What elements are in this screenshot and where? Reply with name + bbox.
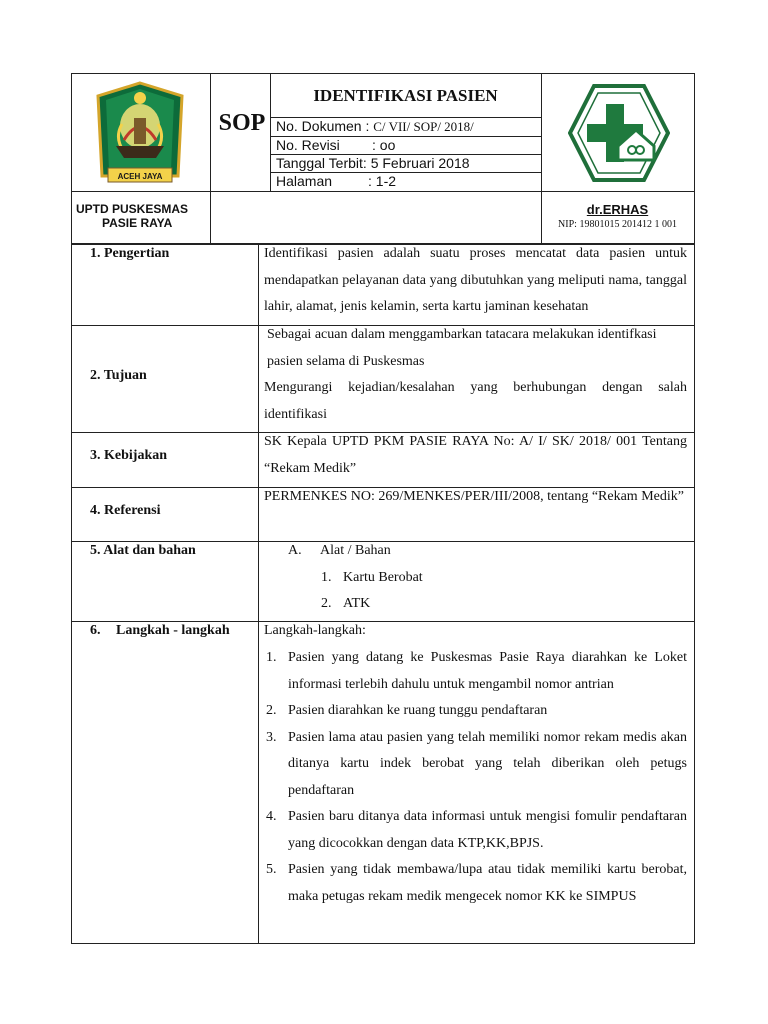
steps-list xyxy=(264,645,687,910)
langkah-intro: Langkah-langkah: xyxy=(264,623,366,638)
alat-heading xyxy=(288,538,391,565)
step-item xyxy=(264,804,687,857)
step-number: 3. xyxy=(266,729,277,745)
section-label-langkah xyxy=(90,623,230,639)
logo-text: ACEH JAYA xyxy=(117,172,163,181)
section-label-kebijakan: 3. Kebijakan xyxy=(90,448,168,463)
document-title: IDENTIFIKASI PASIEN xyxy=(313,86,498,105)
step-text: Pasien lama atau pasien yang telah memiliki nomor rekam medis akan ditanya kartu indek berobat yang telah diberikan oleh petugs pendaftaran xyxy=(288,729,687,798)
alat-item-text: Kartu Berobat xyxy=(343,570,423,585)
section-text-kebijakan: SK Kepala UPTD PKM PASIE RAYA No: A/ I/ SK/ 2018/ 001 Tentang “Rekam Medik” xyxy=(264,434,687,476)
alat-item-text: ATK xyxy=(343,596,371,611)
step-text: Pasien diarahkan ke ruang tunggu pendaftaran xyxy=(288,703,548,718)
section-text-tujuan-2: Mengurangi kejadian/kesalahan yang berhubungan dengan salah identifikasi xyxy=(264,380,687,422)
doc-field-label: No. Revisi xyxy=(276,137,340,153)
section-text-referensi: PERMENKES NO: 269/MENKES/PER/III/2008, tentang “Rekam Medik” xyxy=(264,489,684,504)
section-label-tujuan: 2. Tujuan xyxy=(90,368,147,383)
doc-field-value: C/ VII/ SOP/ 2018/ xyxy=(373,119,474,134)
step-number: 4. xyxy=(266,809,277,824)
step-item xyxy=(264,698,687,725)
signer-nip: NIP: 19801015 201412 1 001 xyxy=(558,219,677,230)
signer-name: dr.ERHAS xyxy=(586,202,649,217)
doc-field-label: Halaman xyxy=(276,173,333,189)
step-item xyxy=(264,857,687,910)
doc-field-page xyxy=(276,172,396,191)
aceh-jaya-logo xyxy=(94,80,186,188)
organization-line-1: UPTD PUSKESMAS xyxy=(76,202,189,216)
section-text-tujuan-1: Sebagai acuan dalam menggambarkan tatacara melakukan identifkasi pasien selama di Puskesmas xyxy=(267,327,657,369)
section-label-langkah-num: 6. xyxy=(90,623,101,638)
section-text-pengertian: Identifikasi pasien adalah suatu proses mencatat data pasien untuk mendapatkan pelayanan data yang dibutuhkan yang meliputi nama, tanggal lahir, alamat, jenis kelamin, serta kartu jaminan kesehatan xyxy=(264,246,687,314)
alat-item-num: 2. xyxy=(321,596,332,611)
doc-field-label: No. Dokumen : xyxy=(276,118,374,134)
step-text: Pasien yang tidak membawa/lupa atau tidak memiliki kartu berobat, maka petugas rekam medik mengecek nomor KK ke SIMPUS xyxy=(288,862,687,904)
step-item xyxy=(264,645,687,698)
section-label-langkah-text: Langkah - langkah xyxy=(116,623,230,638)
alat-item-num: 1. xyxy=(321,570,332,585)
step-number: 1. xyxy=(266,650,277,665)
doc-field-value: : oo xyxy=(372,137,396,153)
doc-field-value: : 1-2 xyxy=(368,173,397,189)
doc-field-number xyxy=(276,117,474,136)
sop-label: SOP xyxy=(218,110,266,136)
alat-item xyxy=(321,565,423,592)
doc-field-date xyxy=(276,154,470,172)
step-text: Pasien baru ditanya data informasi untuk mengisi fomulir pendaftaran yang dicocokkan dengan data KTP,KK,BPJS. xyxy=(288,809,687,851)
langkah-steps xyxy=(264,645,687,910)
doc-field-label: Tanggal Terbit: 5 Februari 2018 xyxy=(276,155,470,171)
step-text: Pasien yang datang ke Puskesmas Pasie Raya diarahkan ke Loket informasi terlebih dahulu untuk mengambil nomor antrian xyxy=(288,650,687,692)
step-number: 5. xyxy=(266,862,277,877)
section-label-alat: 5. Alat dan bahan xyxy=(90,543,196,558)
puskesmas-logo xyxy=(568,84,670,182)
organization-name xyxy=(76,202,206,230)
organization-line-2: PASIE RAYA xyxy=(102,216,173,230)
section-label-referensi: 4. Referensi xyxy=(90,503,161,518)
alat-heading-num: A. xyxy=(288,543,302,558)
doc-field-revision xyxy=(276,136,395,154)
alat-item xyxy=(321,591,370,618)
section-label-pengertian: 1. Pengertian xyxy=(90,246,170,261)
step-item xyxy=(264,725,687,805)
step-number: 2. xyxy=(266,703,277,718)
alat-heading-text: Alat / Bahan xyxy=(320,543,391,558)
